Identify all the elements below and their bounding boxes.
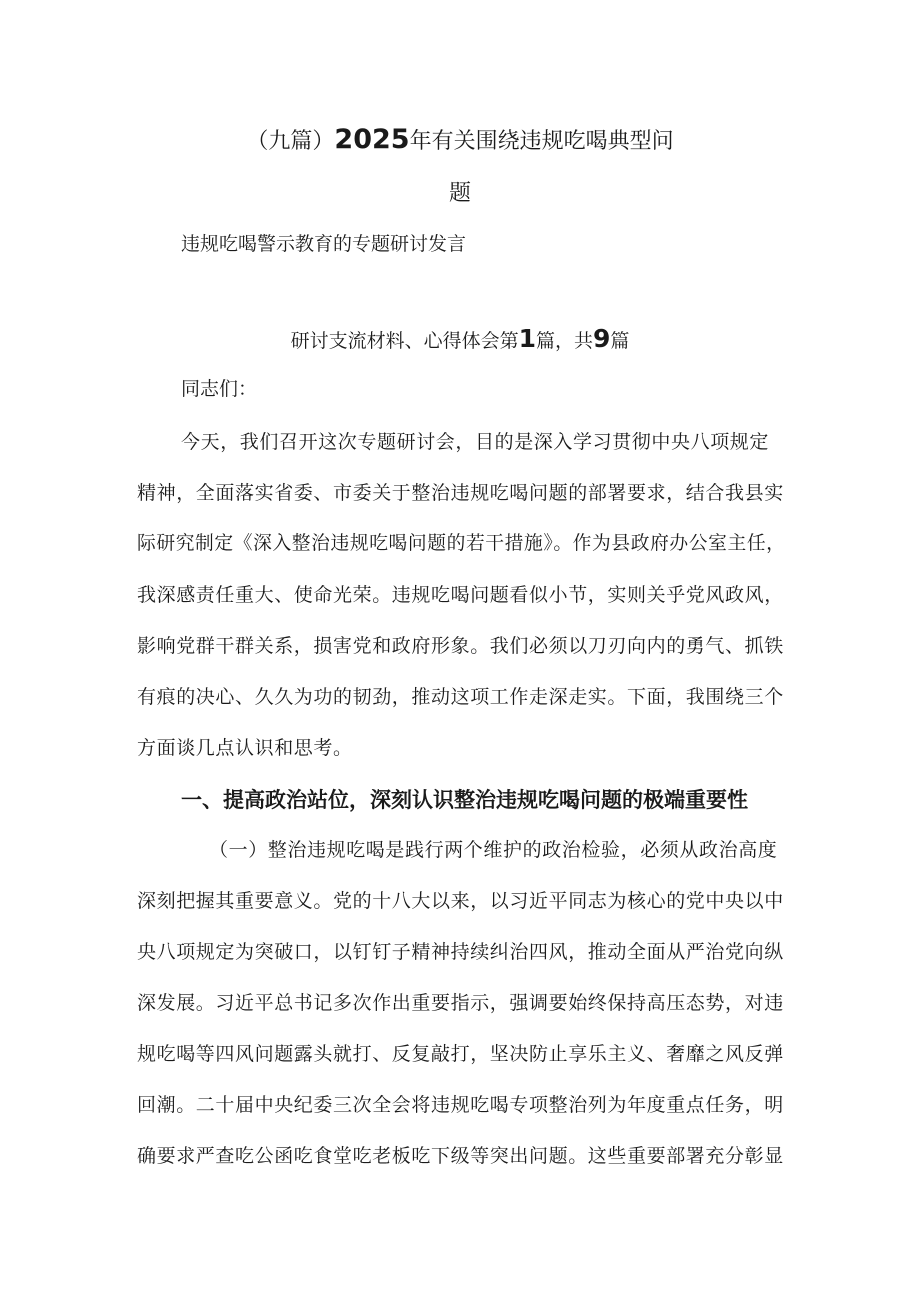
- series-total: 9: [593, 324, 611, 353]
- series-info: [0, 324, 920, 353]
- intro-line: 精神，全面落实省委、市委关于整治违规吃喝问题的部署要求，结合我县实: [137, 482, 784, 504]
- series-mid: 篇，共: [535, 330, 593, 352]
- document-subtitle: 违规吃喝警示教育的专题研讨发言: [181, 233, 467, 255]
- section-line: 深刻把握其重要意义。党的十八大以来，以习近平同志为核心的党中央以中: [137, 890, 784, 912]
- intro-line: 我深感责任重大、使命光荣。违规吃喝问题看似小节，实则关乎党风政风，: [137, 584, 784, 606]
- section-line: 确要求严查吃公函吃食堂吃老板吃下级等突出问题。这些重要部署充分彰显: [137, 1145, 784, 1167]
- section-line: 回潮。二十届中央纪委三次全会将违规吃喝专项整治列为年度重点任务，明: [137, 1094, 784, 1116]
- section-line: 央八项规定为突破口，以钉钉子精神持续纠治四风，推动全面从严治党向纵: [137, 941, 784, 963]
- title-rest: 年有关围绕违规吃喝典型问: [409, 129, 674, 154]
- intro-line: 今天，我们召开这次专题研讨会，目的是深入学习贯彻中央八项规定: [181, 431, 770, 453]
- document-title-line-1: [0, 124, 920, 158]
- section-heading: 一、提高政治站位，深刻认识整治违规吃喝问题的极端重要性: [181, 788, 748, 812]
- document-title-line-2: 题: [448, 181, 471, 206]
- section-line: 规吃喝等四风问题露头就打、反复敲打，坚决防止享乐主义、奢靡之风反弹: [137, 1043, 784, 1065]
- series-prefix: 研讨支流材料、心得体会第: [290, 330, 519, 352]
- series-suffix: 篇: [610, 330, 630, 352]
- intro-line: 有痕的决心、久久为功的韧劲，推动这项工作走深走实。下面，我围绕三个: [137, 686, 784, 708]
- section-line: （一）整治违规吃喝是践行两个维护的政治检验，必须从政治高度: [209, 839, 778, 861]
- greeting: 同志们：: [181, 378, 258, 400]
- series-num: 1: [518, 324, 536, 353]
- title-prefix: （九篇）: [246, 129, 335, 154]
- intro-line: 际研究制定《深入整治违规吃喝问题的若干措施》。作为县政府办公室主任，: [137, 533, 786, 554]
- title-year: 2025: [334, 124, 410, 155]
- intro-line: 方面谈几点认识和思考。: [137, 737, 353, 759]
- intro-line: 影响党群干群关系，损害党和政府形象。我们必须以刀刃向内的勇气、抓铁: [137, 635, 784, 657]
- section-line: 深发展。习近平总书记多次作出重要指示，强调要始终保持高压态势，对违: [137, 992, 784, 1014]
